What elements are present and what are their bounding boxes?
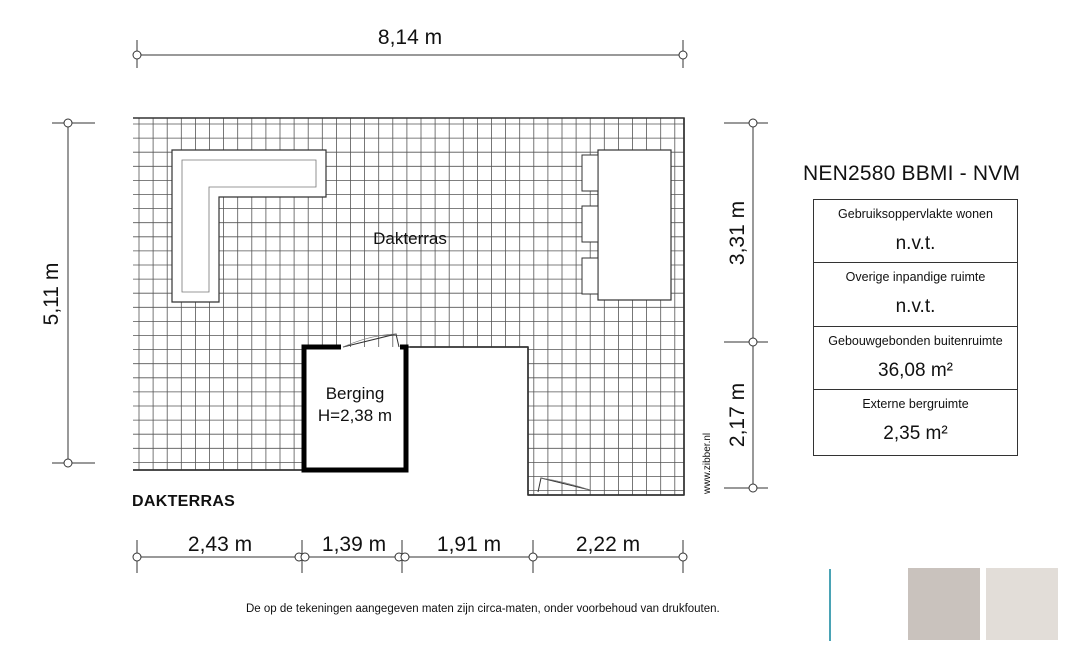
nen-title: NEN2580 BBMI - NVM	[803, 162, 1021, 185]
room-label-berging	[306, 383, 404, 427]
nen-row	[814, 390, 1017, 453]
nen-row-value: 2,35 m²	[883, 422, 948, 444]
dim-segment-4: 2,22 m	[575, 533, 641, 556]
nen-area-table	[813, 199, 1018, 456]
terrace-door	[538, 478, 590, 492]
nen-row-label: Externe bergruimte	[862, 396, 969, 411]
watermark: www.zibber.nl	[702, 432, 713, 494]
nen-row-value: n.v.t.	[895, 233, 936, 254]
nen-row-value: n.v.t.	[895, 296, 936, 318]
nen-row	[814, 327, 1017, 390]
dim-segment-1: 2,43 m	[187, 533, 253, 556]
nen-row-value: 36,08 m²	[878, 359, 953, 381]
storage-height: H=2,38 m	[317, 406, 393, 425]
color-swatch-1	[908, 568, 980, 640]
nen-row-label: Overige inpandige ruimte	[845, 270, 986, 285]
table	[598, 150, 671, 300]
dim-total-depth: 5,11 m	[40, 262, 63, 326]
storage-name: Berging	[325, 384, 385, 403]
dim-right-upper: 3,31 m	[726, 200, 749, 266]
nen-row	[814, 200, 1017, 263]
dim-segment-3: 1,91 m	[436, 533, 502, 556]
chair	[582, 155, 598, 191]
storage-door	[343, 334, 399, 347]
nen-row	[814, 263, 1017, 326]
chair	[582, 206, 598, 242]
color-swatch-2	[986, 568, 1058, 640]
accent-line	[829, 569, 831, 641]
room-label-dakterras: Dakterras	[373, 229, 447, 248]
disclaimer-footer: De op de tekeningen aangegeven maten zijn circa-maten, onder voorbehoud van drukfouten.	[246, 603, 720, 615]
dim-total-width: 8,14 m	[377, 26, 443, 49]
dim-right-lower: 2,17 m	[726, 382, 749, 448]
dim-segment-2: 1,39 m	[321, 533, 387, 556]
nen-row-label: Gebruiksoppervlakte wonen	[838, 207, 993, 221]
chair	[582, 258, 598, 294]
nen-row-label: Gebouwgebonden buitenruimte	[828, 333, 1003, 348]
drawing-title: DAKTERRAS	[132, 493, 236, 510]
